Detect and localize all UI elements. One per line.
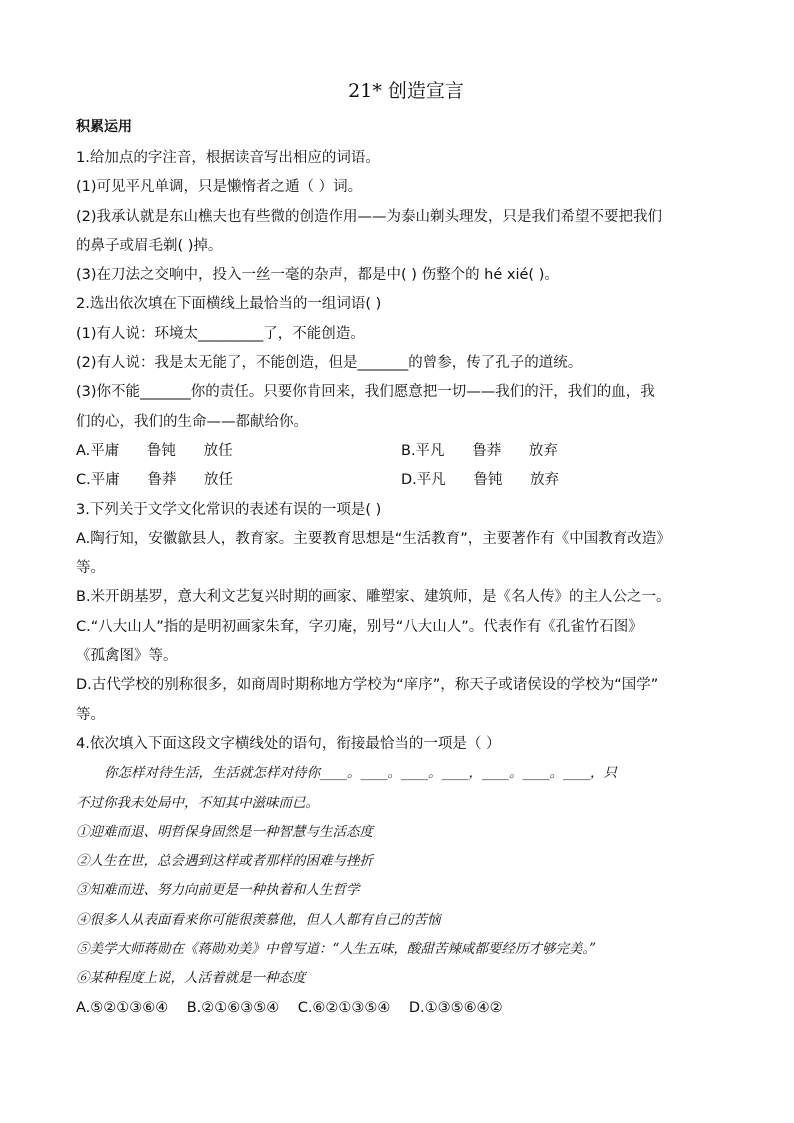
section-heading: 积累运用 [76,119,132,135]
question-3-option-c-cont: 《孤禽图》等。 [76,648,178,665]
question-4-sentence: ①迎难而退、明哲保身固然是一种智慧与生活态度 [76,823,373,840]
question-3-option-d: D.古代学校的别称很多，如商周时期称地方学校为“庠序”，称天子或诸侯设的学校为“国学” [76,677,659,694]
question-4-passage-cont: 不过你我未处局中，不知其中滋味而已。 [76,794,319,811]
question-2-stem: 2.选出依次填在下面横线上最恰当的一组词语( ) [76,296,382,313]
question-4-sentence: ②人生在世，总会遇到这样或者那样的困难与挫折 [76,853,373,870]
question-1-item: (3)在刀法之交响中，投入一丝一毫的杂声，都是中( ) 伤整个的 hé xié( )。 [76,267,559,284]
question-3-option-b: B.米开朗基罗，意大利文艺复兴时期的画家、雕塑家、建筑师，是《名人传》的主人公之一。 [76,589,671,606]
question-2-options-row [76,466,736,495]
question-4-passage: 你怎样对待生活，生活就怎样对待你____。____。____。____，____。____。____，只 [104,765,617,782]
question-3-stem: 3.下列关于文学文化常识的表述有误的一项是( ) [76,501,382,518]
question-3-option-a: A.陶行知，安徽歙县人，教育家。主要教育思想是“生活教育”，主要著作有《中国教育改造》 [76,530,671,547]
worksheet-page [76,78,736,1023]
question-4-sentence: ④很多人从表面看来你可能很羡慕他，但人人都有自己的苦恼 [76,911,441,928]
question-4-answer-options: A.⑤②①③⑥④ B.②①⑥③⑤④ C.⑥②①③⑤④ D.①③⑤⑥④② [76,999,503,1016]
option-a: A.平庸 鲁钝 放任 [76,442,233,459]
page-title: 21* 创造宣言 [348,80,464,102]
question-4-sentence: ⑥某种程度上说，人活着就是一种态度 [76,970,306,987]
question-2-options-row [76,437,736,466]
option-d: D.平凡 鲁钝 放弃 [401,472,560,489]
question-3-option-a-cont: 等。 [76,560,105,577]
question-4-sentence: ③知难而进、努力向前更是一种执着和人生哲学 [76,882,360,899]
question-4-stem: 4.依次填入下面这段文字横线处的语句，衔接最恰当的一项是（ ） [76,735,501,752]
question-1-item: (1)可见平凡单调，只是懒惰者之遁（ ）词。 [76,179,363,196]
question-1-item: 的鼻子或眉毛剃( )掉。 [76,237,223,254]
option-c: C.平庸 鲁莽 放任 [76,472,234,489]
question-2-item: (3)你不能_______你的责任。只要你肯回来，我们愿意把一切——我们的汗，我们的血，我 [76,384,655,401]
question-3-option-d-cont: 等。 [76,706,105,723]
question-4-sentence: ⑤美学大师蒋勋在《蒋勋劝美》中曾写道：“人生五味，酸甜苦辣咸都要经历才够完美。” [76,941,597,958]
question-2-item: 们的心，我们的生命——都献给你。 [76,413,308,430]
question-2-item: (1)有人说：环境太_________了，不能创造。 [76,325,365,342]
question-3-option-c: C.“八大山人”指的是明初画家朱耷，字刃庵，别号“八大山人”。代表作有《孔雀竹石图》 [76,618,643,635]
question-2-item: (2)有人说：我是太无能了，不能创造，但是_______的曾参，传了孔子的道统。 [76,355,583,372]
question-1-item: (2)我承认就是东山樵夫也有些微的创造作用——为泰山剃头理发，只是我们希望不要把我们 [76,208,663,225]
question-1-stem: 1.给加点的字注音，根据读音写出相应的词语。 [76,150,380,166]
option-b: B.平凡 鲁莽 放弃 [401,442,558,459]
